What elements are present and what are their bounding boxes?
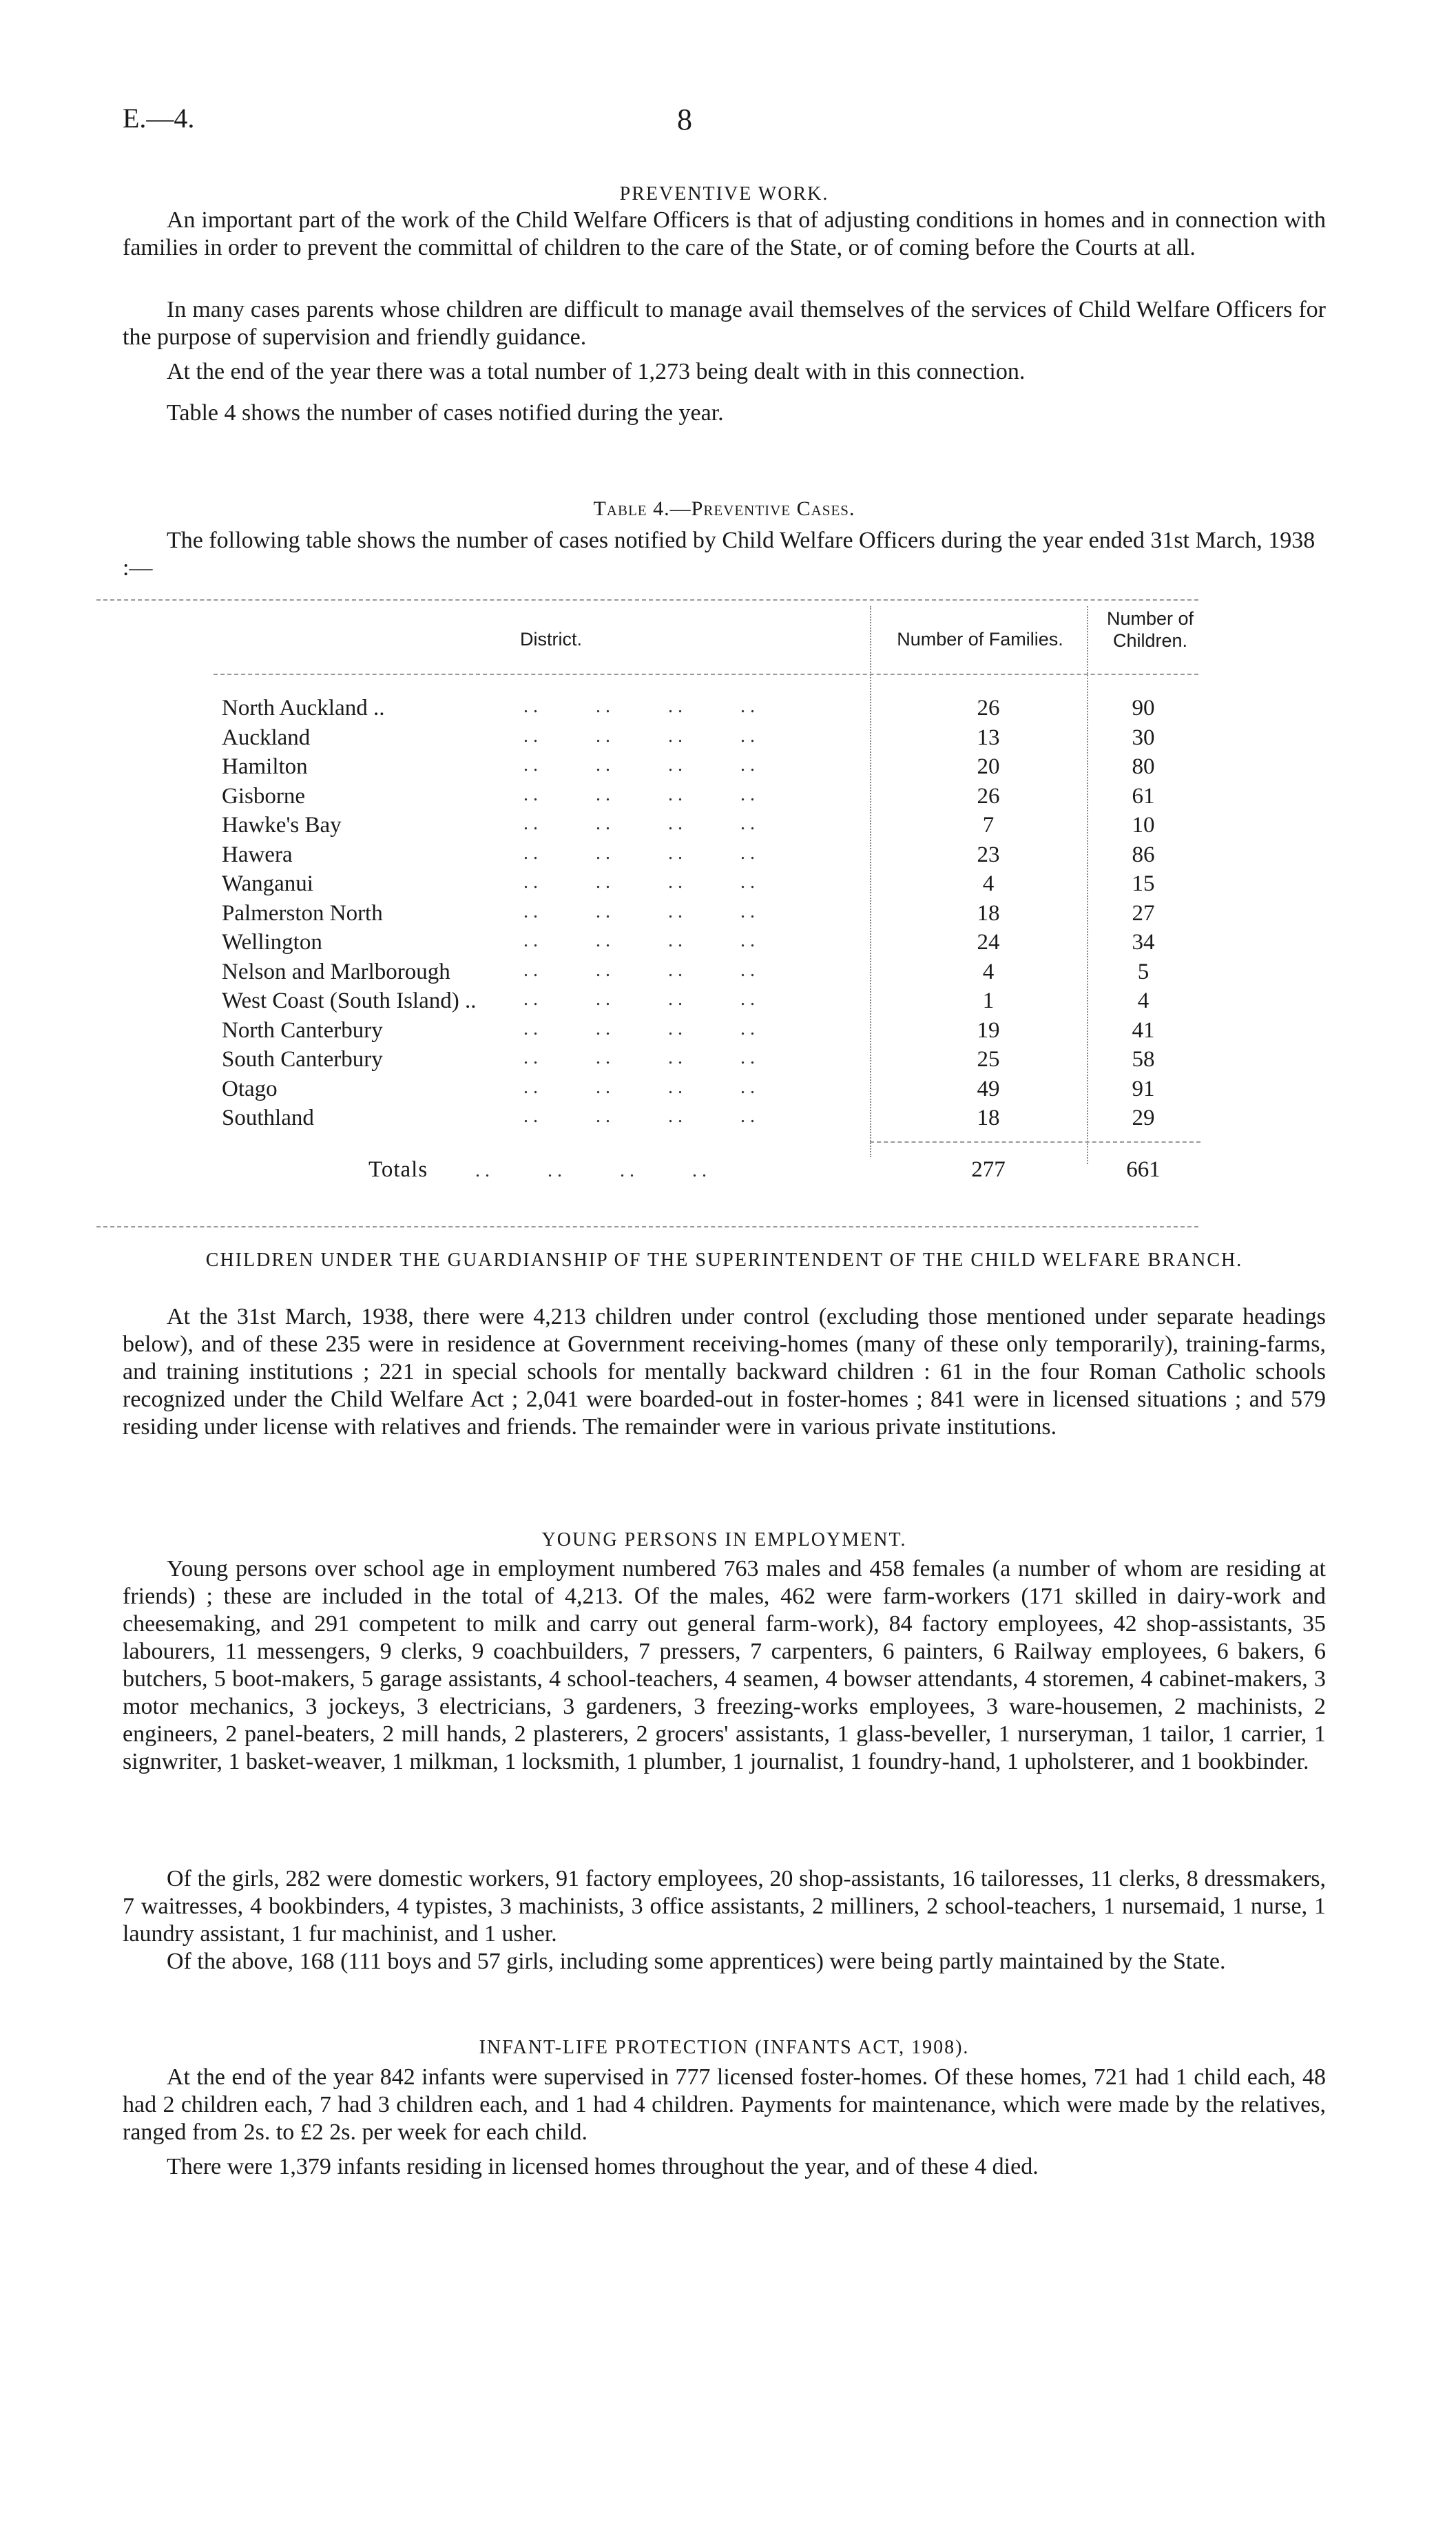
children-cell: 58 — [1132, 1047, 1155, 1072]
families-cell: 24 — [977, 930, 1000, 955]
district-name: Wellington — [222, 930, 322, 955]
families-cell: 26 — [977, 783, 1000, 809]
table-row — [0, 1047, 1456, 1076]
district-name: Wanganui — [222, 871, 313, 896]
children-cell: 27 — [1132, 900, 1155, 926]
families-cell: 7 — [982, 813, 995, 838]
children-cell: 10 — [1132, 813, 1155, 838]
district-name: South Canterbury — [222, 1047, 383, 1072]
district-name: Palmerston North — [222, 900, 383, 926]
guardianship-heading: CHILDREN UNDER THE GUARDIANSHIP OF THE SUPERINTENDENT OF THE CHILD WELFARE BRANCH. — [205, 1250, 1243, 1271]
children-cell: 41 — [1132, 1017, 1155, 1043]
table-row — [0, 754, 1456, 783]
families-cell: 23 — [977, 842, 1000, 867]
table-row — [0, 1077, 1456, 1106]
families-cell: 26 — [977, 696, 1000, 720]
column-header-families: Number of Families. — [897, 629, 1063, 650]
leader-dots: . . . . . . . . — [523, 1047, 755, 1068]
families-cell: 25 — [977, 1047, 1000, 1072]
families-cell: 18 — [977, 900, 1000, 926]
district-name: Auckland — [222, 725, 311, 750]
table-bottom-rule — [96, 1226, 1198, 1227]
young-persons-paragraph-3: Of the above, 168 (111 boys and 57 girls, including some apprentices) were being partly maintained by the State. — [167, 1949, 1226, 1974]
families-cell: 13 — [977, 725, 1000, 750]
table-row — [0, 960, 1456, 988]
report-code: E.—4. — [123, 103, 195, 134]
leader-dots: . . . . . . . . — [523, 1017, 755, 1039]
leader-dots: . . . . . . . . — [523, 813, 755, 834]
preventive-paragraph-3: At the end of the year there was a total number of 1,273 being dealt with in this connection. — [167, 359, 1026, 384]
preventive-paragraph-4: Table 4 shows the number of cases notified during the year. — [167, 400, 724, 426]
families-cell: 19 — [977, 1017, 1000, 1043]
leader-dots: . . . . . . . . — [523, 988, 755, 1010]
children-cell: 86 — [1132, 842, 1155, 867]
table-header-rule — [214, 674, 1198, 675]
preventive-work-heading: PREVENTIVE WORK. — [619, 183, 829, 205]
table-row — [0, 784, 1456, 813]
leader-dots: . . . . . . . . — [523, 871, 755, 893]
infant-life-heading: INFANT-LIFE PROTECTION (INFANTS ACT, 1908). — [479, 2037, 970, 2058]
families-cell: 1 — [982, 988, 995, 1013]
leader-dots: . . . . . . . . — [523, 959, 755, 981]
infant-life-paragraph-2: There were 1,379 infants residing in licensed homes throughout the year, and of these 4 died. — [167, 2154, 1039, 2179]
district-name: Southland — [222, 1106, 314, 1130]
table-intro: The following table shows the number of cases notified by Child Welfare Officers during the year ended 31st March, 1938 :— — [123, 528, 1315, 581]
table-row — [0, 1018, 1456, 1047]
children-cell: 90 — [1132, 696, 1155, 720]
table-row — [0, 930, 1456, 959]
families-cell: 49 — [977, 1076, 1000, 1101]
district-name: North Canterbury — [222, 1017, 383, 1043]
families-cell: 4 — [982, 959, 995, 984]
leader-dots: . . . . . . . . — [523, 900, 755, 922]
table-top-rule — [96, 599, 1198, 601]
district-name: Nelson and Marlborough — [222, 959, 450, 984]
table-row — [0, 696, 1456, 725]
district-name: North Auckland .. — [222, 696, 385, 720]
children-cell: 30 — [1132, 725, 1155, 750]
table-row — [0, 1106, 1456, 1134]
children-cell: 15 — [1132, 871, 1155, 896]
table-totals-rule — [870, 1141, 1200, 1143]
children-cell: 5 — [1137, 959, 1150, 984]
district-name: Hamilton — [222, 754, 308, 779]
children-cell: 34 — [1132, 930, 1155, 955]
table-title: Table 4.—Preventive Cases. — [593, 497, 855, 520]
table-row — [0, 725, 1456, 754]
table-row — [0, 842, 1456, 871]
district-name: Hawke's Bay — [222, 813, 342, 838]
infant-life-paragraph-1: At the end of the year 842 infants were supervised in 777 licensed foster-homes. Of these homes, 721 had 1 child each, 48 had 2 children each, 7 had 3 children each, and 1 had 4 children. Payments for maintenance, which were made by the relatives, ranged from 2s. to £2 2s. per week for each child. — [123, 2064, 1326, 2145]
leader-dots: . . . . . . . . — [523, 1106, 755, 1127]
children-cell: 91 — [1132, 1076, 1155, 1101]
leader-dots: . . . . . . . . — [523, 842, 755, 864]
children-cell: 61 — [1132, 783, 1155, 809]
totals-children: 661 — [1126, 1157, 1161, 1182]
preventive-paragraph-1: An important part of the work of the Child Welfare Officers is that of adjusting conditions in homes and in connection with families in order to prevent the committal of children to the care of the State, or of coming before the Courts at all. — [123, 207, 1326, 260]
totals-leader-dots: . . . . . . . . — [475, 1160, 707, 1181]
guardianship-paragraph: At the 31st March, 1938, there were 4,213 children under control (excluding those mentioned under separate headings below), and of these 235 were in residence at Government receiving-homes (many of these only temporarily), training-farms, and training institutions ; 221 in special schools for mentally backward children : 61 in the four Roman Catholic schools recognized under the Child Welfare Act ; 2,041 were boarded-out in foster-homes ; 841 were in licensed situations ; and 579 residing under license with relatives and friends. The remainder were in various private institutions. — [123, 1304, 1326, 1440]
page-number: 8 — [677, 103, 692, 136]
children-cell: 4 — [1137, 988, 1150, 1013]
families-cell: 4 — [982, 871, 995, 896]
leader-dots: . . . . . . . . — [523, 725, 755, 747]
young-persons-paragraph-2: Of the girls, 282 were domestic workers, 91 factory employees, 20 shop-assistants, 16 tailoresses, 11 clerks, 8 dressmakers, 7 waitresses, 4 bookbinders, 4 typistes, 3 machinists, 3 office assistants, 2 milliners, 2 school-teachers, 1 nursemaid, 1 nurse, 1 laundry assistant, 1 fur machinist, and 1 usher. — [123, 1866, 1326, 1947]
leader-dots: . . . . . . . . — [523, 696, 755, 717]
table-row — [0, 871, 1456, 900]
families-cell: 18 — [977, 1106, 1000, 1130]
leader-dots: . . . . . . . . — [523, 930, 755, 951]
totals-families: 277 — [971, 1157, 1006, 1182]
young-persons-paragraph-1: Young persons over school age in employment numbered 763 males and 458 females (a number of whom are residing at friends) ; these are included in the total of 4,213. Of the males, 462 were farm-workers (171 skilled in dairy-work and cheesemaking, and 291 competent to milk and carry out general farm-work), 84 factory employees, 42 shop-assistants, 35 labourers, 11 messengers, 9 clerks, 9 coachbuilders, 7 pressers, 7 carpenters, 6 painters, 6 Railway employees, 6 bakers, 6 butchers, 5 boot-makers, 5 garage assistants, 4 school-teachers, 4 seamen, 4 bowser attendants, 4 storemen, 4 cabinet-makers, 3 motor mechanics, 3 jockeys, 3 electricians, 3 gardeners, 3 freezing-works employees, 3 ware-housemen, 2 machinists, 2 engineers, 2 panel-beaters, 2 mill hands, 2 plasterers, 2 grocers' assistants, 1 glass-beveller, 1 nurseryman, 1 tailor, 1 carrier, 1 signwriter, 1 basket-weaver, 1 milkman, 1 locksmith, 1 plumber, 1 journalist, 1 foundry-hand, 1 upholsterer, and 1 bookbinder. — [123, 1556, 1326, 1774]
leader-dots: . . . . . . . . — [523, 754, 755, 776]
children-cell: 80 — [1132, 754, 1155, 779]
totals-label: Totals — [368, 1157, 428, 1182]
column-header-children: Number of Children. — [1106, 608, 1194, 651]
table-row — [0, 901, 1456, 930]
district-name: Hawera — [222, 842, 293, 867]
preventive-paragraph-2: In many cases parents whose children are difficult to manage avail themselves of the services of Child Welfare Officers for the purpose of supervision and friendly guidance. — [123, 297, 1326, 350]
district-name: West Coast (South Island) .. — [222, 988, 477, 1013]
table-row — [0, 813, 1456, 842]
district-name: Gisborne — [222, 783, 305, 809]
column-header-district: District. — [520, 629, 582, 650]
district-name: Otago — [222, 1076, 278, 1101]
table-row — [0, 988, 1456, 1017]
young-persons-heading: YOUNG PERSONS IN EMPLOYMENT. — [541, 1529, 907, 1551]
families-cell: 20 — [977, 754, 1000, 779]
children-cell: 29 — [1132, 1106, 1155, 1130]
leader-dots: . . . . . . . . — [523, 1076, 755, 1098]
leader-dots: . . . . . . . . — [523, 783, 755, 805]
